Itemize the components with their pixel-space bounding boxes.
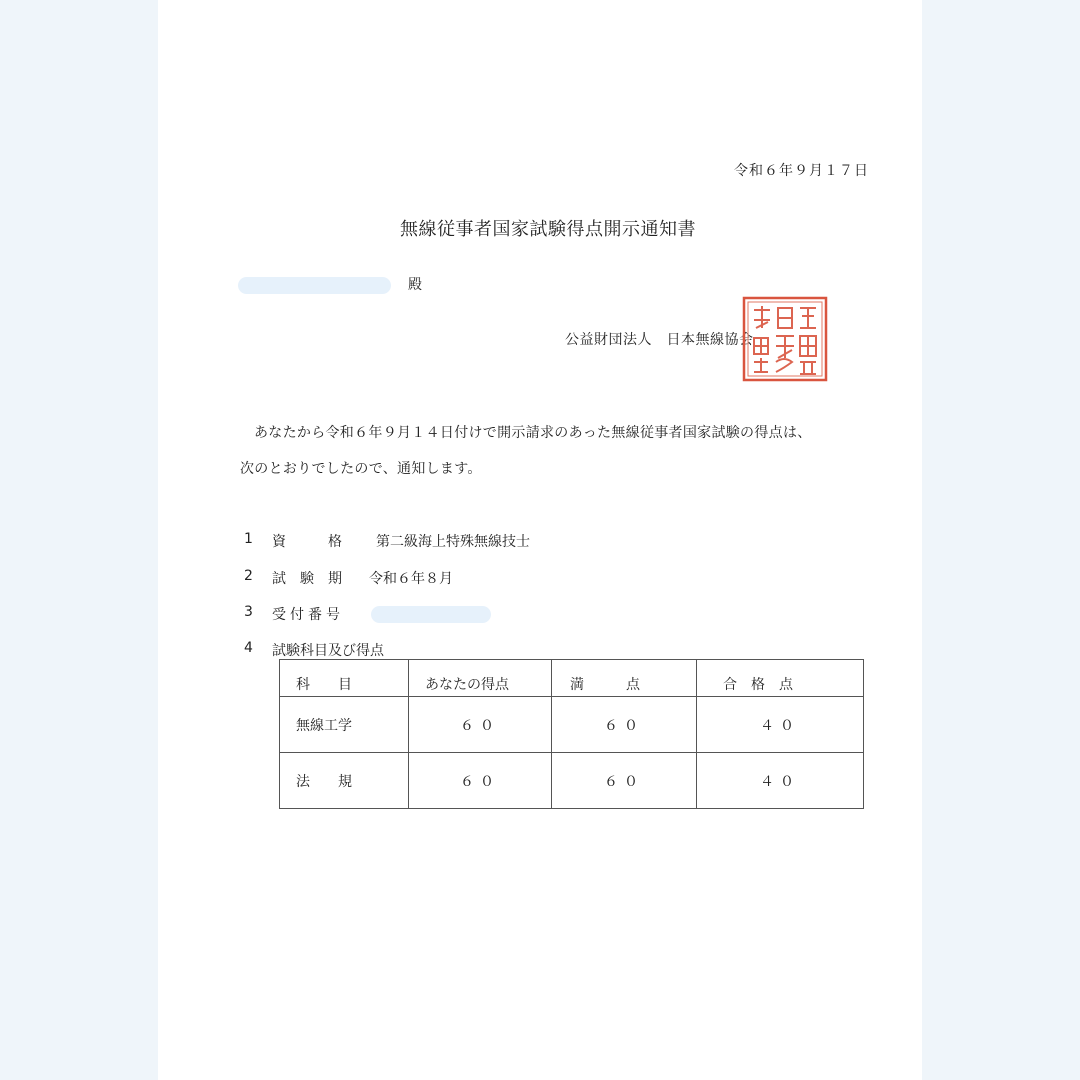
- document-page: [158, 0, 922, 1080]
- item-label: 試験科目及び得点: [272, 643, 384, 659]
- row-your-score: ６０: [460, 773, 500, 790]
- body-paragraph-line1: あなたから令和６年９月１４日付けで開示請求のあった無線従事者国家試験の得点は、: [254, 425, 812, 441]
- sender-organization: 公益財団法人 日本無線協会: [565, 332, 754, 348]
- body-paragraph-line2: 次のとおりでしたので、通知します。: [240, 461, 482, 477]
- row-pass-score: ４０: [760, 717, 800, 734]
- recipient-honorific: 殿: [408, 277, 422, 293]
- official-seal-stamp-icon: [742, 296, 828, 382]
- item-number: 2: [244, 568, 253, 584]
- item-number: 3: [244, 604, 253, 620]
- header-subject: 科 目: [296, 677, 352, 693]
- table-header-row: [280, 660, 864, 697]
- redacted-receipt-number: [371, 606, 491, 623]
- issue-date: 令和６年９月１７日: [734, 163, 869, 179]
- table-row: [280, 753, 864, 809]
- item-label: 資 格: [272, 534, 342, 550]
- item-value: 令和６年８月: [369, 571, 453, 587]
- row-subject: 法 規: [280, 753, 409, 809]
- row-your-score: ６０: [460, 717, 500, 734]
- row-subject: 無線工学: [280, 697, 409, 753]
- item-label: 試 験 期: [272, 571, 342, 587]
- row-max-score: ６０: [604, 773, 644, 790]
- score-table: [279, 659, 864, 809]
- item-value: 第二級海上特殊無線技士: [376, 534, 530, 550]
- item-number: 1: [244, 531, 253, 547]
- header-your-score: あなたの得点: [425, 677, 509, 693]
- redacted-recipient-name: [238, 277, 391, 294]
- document-title: 無線従事者国家試験得点開示通知書: [400, 219, 696, 240]
- row-max-score: ６０: [604, 717, 644, 734]
- item-number: 4: [244, 640, 253, 656]
- header-max-score: 満 点: [570, 677, 640, 693]
- header-pass-score: 合 格 点: [723, 677, 793, 693]
- table-row: [280, 697, 864, 753]
- item-label: 受付番号: [272, 607, 344, 623]
- row-pass-score: ４０: [760, 773, 800, 790]
